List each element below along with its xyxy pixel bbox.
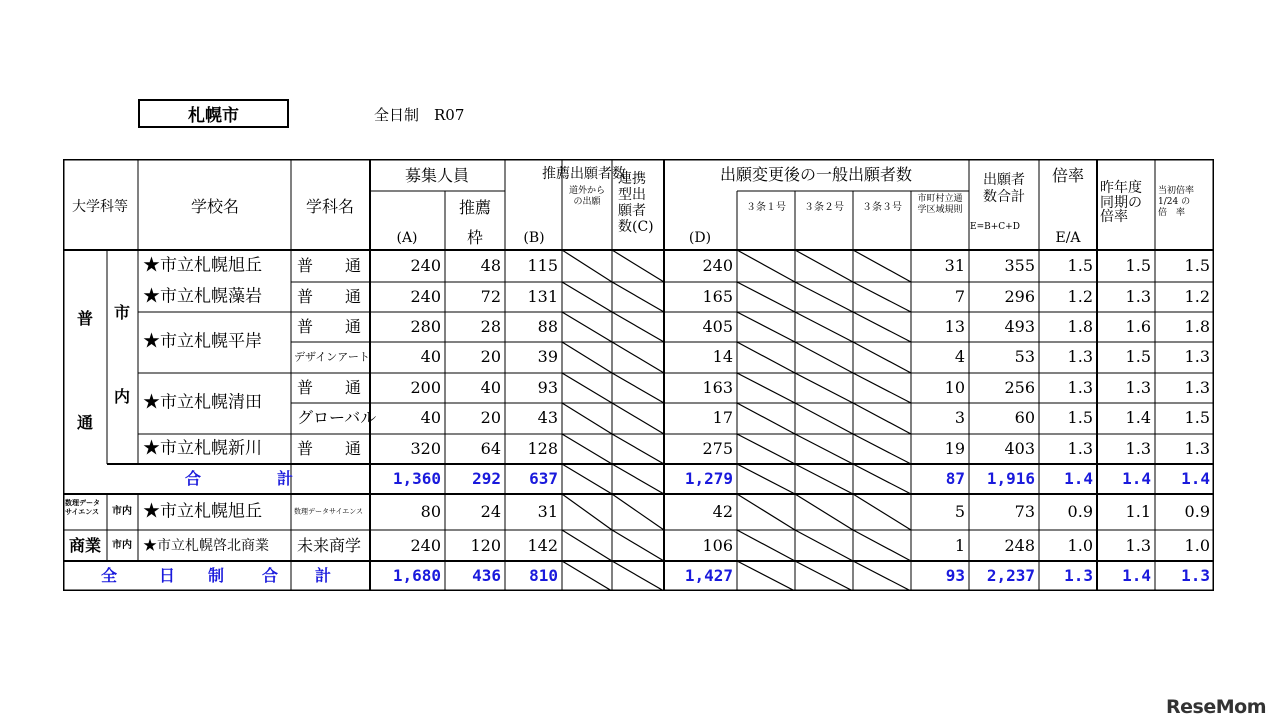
col-initial: 当初倍率 1/24 の 倍 率 — [1158, 186, 1195, 218]
table-cell-a: 280 — [410, 317, 441, 336]
col-jou1: ３条１号 — [746, 202, 786, 213]
table-cell-m: 19 — [944, 439, 965, 458]
table-cell-e: 248 — [1004, 536, 1035, 555]
table-cell-m: 4 — [954, 347, 965, 366]
col-ratio-ea: E/A — [1055, 230, 1081, 246]
group-futsu-2: 通 — [76, 413, 94, 432]
table-cell-i: 1.5 — [1184, 408, 1210, 427]
table-cell-d: 165 — [702, 287, 733, 306]
grand-label-2: 日 — [158, 566, 176, 585]
dept-name: 普 通 — [297, 439, 362, 458]
table-cell-a: 40 — [420, 408, 441, 427]
col-suisen-b: (B) — [523, 230, 545, 246]
table-cell-e: 493 — [1004, 317, 1035, 336]
table-cell-w: 436 — [472, 566, 501, 585]
table-cell-a: 1,680 — [392, 566, 441, 585]
table-cell-w: 72 — [480, 287, 501, 306]
table-cell-m: 93 — [945, 566, 965, 585]
table-cell-p: 1.3 — [1125, 378, 1151, 397]
col-suisen-waku: 推薦 — [458, 198, 492, 217]
table-cell-r: 1.5 — [1067, 256, 1093, 275]
table-cell-i: 1.8 — [1184, 317, 1210, 336]
table-cell-p: 1.4 — [1122, 469, 1151, 488]
dept-name: 未来商学 — [297, 536, 362, 555]
table-cell-w: 40 — [480, 378, 501, 397]
group-data-science: 数理データ サイエンス — [65, 499, 100, 517]
table-cell-r: 1.3 — [1064, 566, 1093, 585]
table-cell-a: 80 — [420, 502, 441, 521]
table-cell-a: 1,360 — [392, 469, 441, 488]
table-cell-r: 1.2 — [1067, 287, 1093, 306]
school-name: ★市立札幌平岸 — [143, 331, 262, 352]
system-label: 全日制 R07 — [374, 106, 465, 124]
table-cell-w: 20 — [480, 408, 501, 427]
group-shinai-2: 内 — [113, 387, 131, 406]
table-cell-m: 10 — [944, 378, 965, 397]
col-total-formula: E=B+C+D — [970, 222, 1020, 232]
table-cell-p: 1.3 — [1125, 536, 1151, 555]
table-cell-p: 1.1 — [1125, 502, 1151, 521]
col-dept: 学科名 — [305, 197, 355, 216]
col-school: 学校名 — [190, 197, 240, 216]
table-cell-p: 1.4 — [1122, 566, 1151, 585]
table-cell-a: 240 — [410, 287, 441, 306]
col-capacity-a: (A) — [396, 230, 418, 246]
group-futsu-1: 普 — [76, 309, 94, 328]
dept-name: デザインアート — [294, 350, 370, 364]
subtotal-label-1: 合 — [184, 469, 202, 488]
table-cell-a: 200 — [410, 378, 441, 397]
table-cell-a: 240 — [410, 256, 441, 275]
school-name: ★市立札幌啓北商業 — [143, 538, 269, 554]
table-cell-m: 87 — [945, 469, 965, 488]
table-cell-b: 43 — [537, 408, 558, 427]
table-cell-r: 1.3 — [1067, 439, 1093, 458]
table-cell-b: 39 — [537, 347, 558, 366]
table-cell-b: 637 — [529, 469, 558, 488]
table-cell-i: 1.4 — [1181, 469, 1210, 488]
col-renkei: 連携 型出 願者 数(C) — [618, 171, 654, 236]
table-cell-p: 1.4 — [1125, 408, 1151, 427]
dept-name: 普 通 — [297, 317, 362, 336]
col-general: 出願変更後の一般出願者数 — [719, 165, 913, 184]
table-cell-e: 53 — [1014, 347, 1035, 366]
group-shogyo: 商業 — [68, 536, 102, 555]
col-suisen-applicants: 推薦出願者数 — [542, 166, 626, 182]
table-cell-r: 0.9 — [1067, 502, 1093, 521]
table-cell-i: 1.3 — [1184, 347, 1210, 366]
table-cell-p: 1.5 — [1125, 347, 1151, 366]
table-cell-w: 20 — [480, 347, 501, 366]
table-cell-m: 13 — [944, 317, 965, 336]
table-cell-m: 7 — [954, 287, 965, 306]
table-cell-d: 42 — [712, 502, 733, 521]
table-cell-b: 88 — [537, 317, 558, 336]
table-cell-e: 355 — [1004, 256, 1035, 275]
table-cell-e: 2,237 — [986, 566, 1035, 585]
table-cell-w: 24 — [480, 502, 501, 521]
table-cell-p: 1.5 — [1125, 256, 1151, 275]
table-cell-e: 60 — [1014, 408, 1035, 427]
table-cell-i: 1.3 — [1184, 378, 1210, 397]
table-cell-w: 64 — [480, 439, 501, 458]
table-cell-r: 1.0 — [1067, 536, 1093, 555]
group-ds-area: 市内 — [112, 506, 132, 517]
school-name: ★市立札幌清田 — [143, 392, 262, 413]
table-cell-b: 128 — [527, 439, 558, 458]
table-cell-p: 1.3 — [1125, 287, 1151, 306]
table-cell-w: 28 — [480, 317, 501, 336]
col-dogai: 道外から の出願 — [568, 186, 606, 207]
table-cell-a: 40 — [420, 347, 441, 366]
table-cell-i: 0.9 — [1184, 502, 1210, 521]
resemom-logo: ReseMom — [1166, 696, 1266, 718]
dept-name: 数理データサイエンス — [294, 507, 364, 516]
table-cell-d: 163 — [702, 378, 733, 397]
table-cell-r: 1.5 — [1067, 408, 1093, 427]
table-cell-b: 131 — [527, 287, 558, 306]
school-name: ★市立札幌旭丘 — [143, 501, 262, 522]
table-cell-e: 73 — [1014, 502, 1035, 521]
col-ratio: 倍率 — [1051, 166, 1085, 185]
table-cell-d: 14 — [712, 347, 733, 366]
table-cell-b: 142 — [527, 536, 558, 555]
table-cell-p: 1.3 — [1125, 439, 1151, 458]
table-cell-d: 275 — [702, 439, 733, 458]
col-shichoson: 市町村立通 学区域規則 — [917, 194, 963, 215]
grand-label-5: 計 — [314, 566, 332, 585]
dept-name: 普 通 — [297, 287, 362, 306]
table-cell-d: 405 — [702, 317, 733, 336]
table-cell-r: 1.8 — [1067, 317, 1093, 336]
table-cell-m: 5 — [954, 502, 965, 521]
col-capacity: 募集人員 — [404, 166, 470, 185]
col-total: 出願者 数合計 — [983, 172, 1025, 205]
table-cell-r: 1.3 — [1067, 347, 1093, 366]
dept-name: 普 通 — [297, 256, 362, 275]
application-table — [63, 159, 1214, 591]
table-cell-i: 1.3 — [1184, 439, 1210, 458]
table-cell-d: 1,279 — [684, 469, 733, 488]
grand-label-4: 合 — [261, 566, 279, 585]
table-cell-d: 240 — [702, 256, 733, 275]
school-name: ★市立札幌旭丘 — [143, 255, 262, 276]
dept-name: 普 通 — [297, 378, 362, 397]
col-jou2: ３条２号 — [804, 202, 844, 213]
table-cell-b: 810 — [529, 566, 558, 585]
group-shinai-1: 市 — [113, 303, 131, 322]
table-cell-d: 1,427 — [684, 566, 733, 585]
table-cell-b: 31 — [537, 502, 558, 521]
grand-label-3: 制 — [207, 566, 225, 585]
table-cell-e: 296 — [1004, 287, 1035, 306]
school-name: ★市立札幌藻岩 — [143, 286, 262, 307]
grand-label-1: 全 — [100, 566, 118, 585]
table-cell-i: 1.0 — [1184, 536, 1210, 555]
dept-name: グローバル — [297, 408, 377, 427]
col-suisen-waku-2: 枠 — [466, 228, 484, 247]
col-general-d: (D) — [688, 230, 712, 246]
col-prev: 昨年度 同期の 倍率 — [1100, 180, 1142, 226]
subtotal-label-2: 計 — [276, 469, 294, 488]
table-cell-m: 1 — [954, 536, 965, 555]
table-cell-i: 1.5 — [1184, 256, 1210, 275]
table-cell-e: 256 — [1004, 378, 1035, 397]
table-cell-e: 1,916 — [986, 469, 1035, 488]
table-cell-r: 1.3 — [1067, 378, 1093, 397]
table-cell-b: 93 — [537, 378, 558, 397]
col-jou3: ３条３号 — [862, 202, 902, 213]
table-cell-i: 1.2 — [1184, 287, 1210, 306]
table-cell-w: 48 — [480, 256, 501, 275]
table-cell-b: 115 — [527, 256, 558, 275]
table-cell-m: 31 — [944, 256, 965, 275]
table-cell-d: 106 — [702, 536, 733, 555]
city-title: 札幌市 — [138, 99, 289, 128]
school-name: ★市立札幌新川 — [143, 438, 262, 459]
table-cell-m: 3 — [954, 408, 965, 427]
table-cell-w: 120 — [470, 536, 501, 555]
table-cell-p: 1.6 — [1125, 317, 1151, 336]
group-shogyo-area: 市内 — [112, 540, 132, 551]
table-cell-i: 1.3 — [1181, 566, 1210, 585]
table-cell-d: 17 — [712, 408, 733, 427]
table-cell-w: 292 — [472, 469, 501, 488]
table-cell-r: 1.4 — [1064, 469, 1093, 488]
col-category: 大学科等 — [72, 199, 128, 215]
table-cell-e: 403 — [1004, 439, 1035, 458]
table-cell-a: 240 — [410, 536, 441, 555]
table-cell-a: 320 — [410, 439, 441, 458]
